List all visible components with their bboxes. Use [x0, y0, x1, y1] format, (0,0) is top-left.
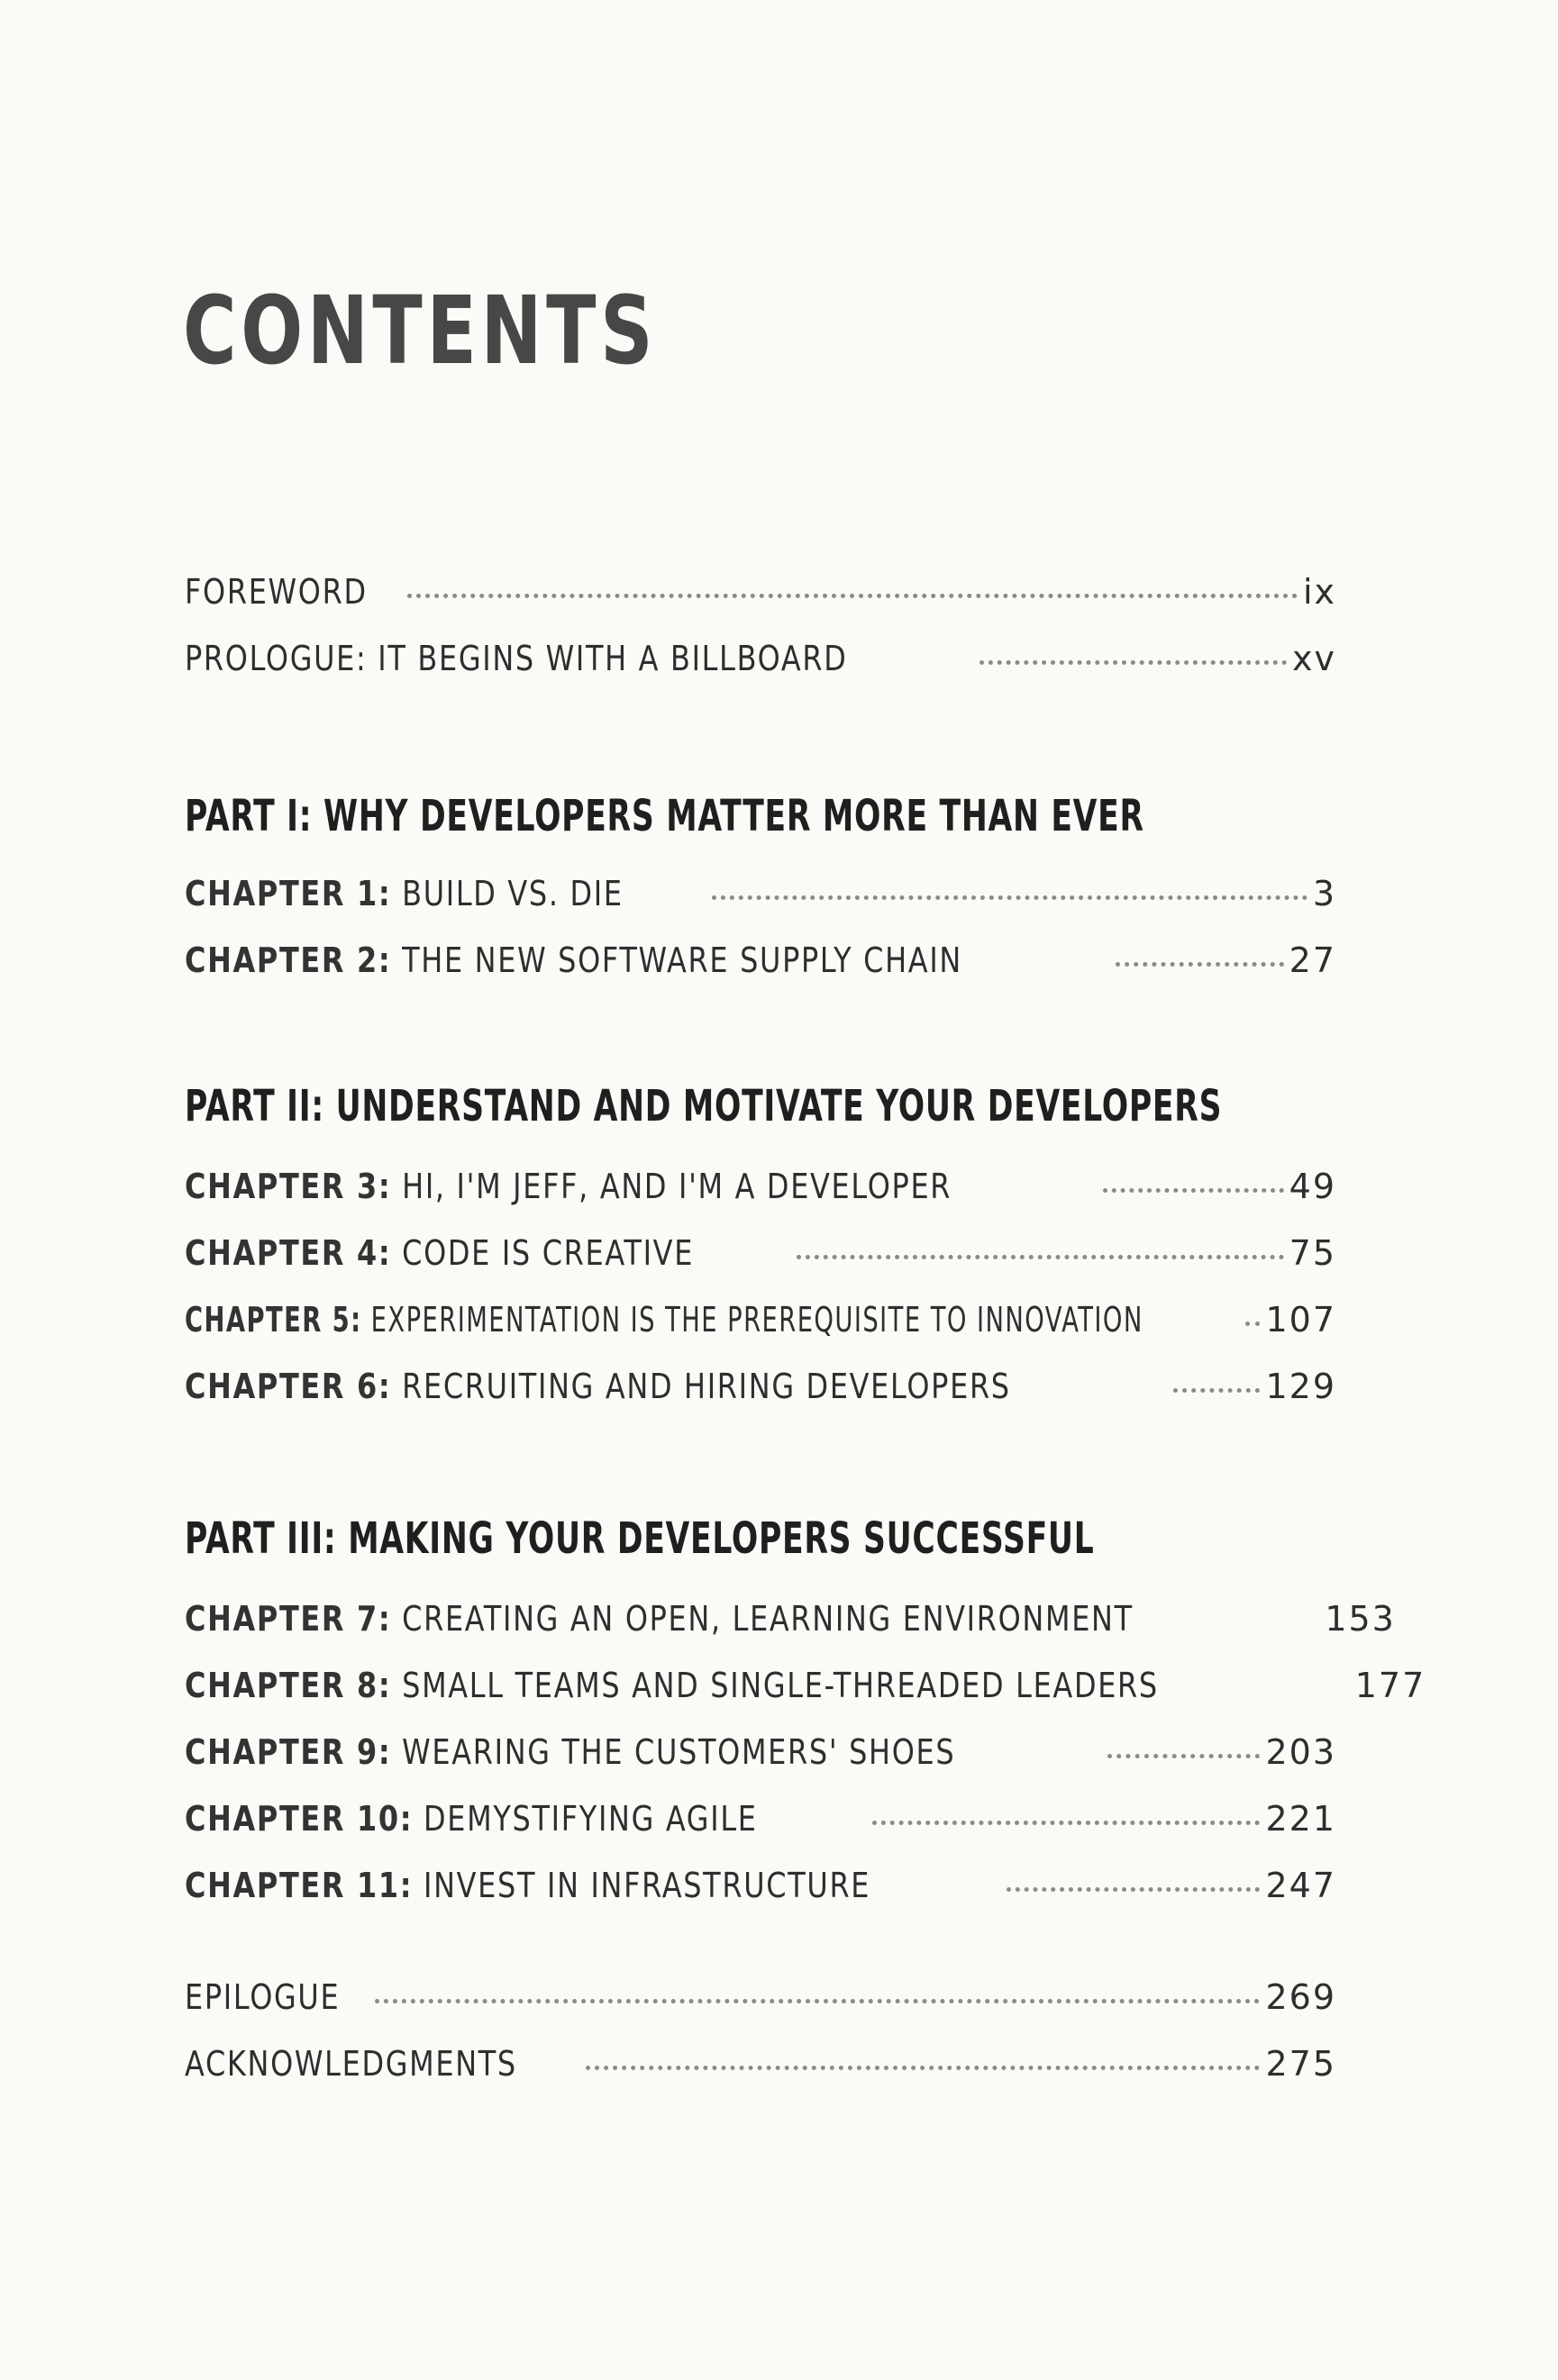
entry-page: 107 — [1265, 1300, 1336, 1340]
dot-leader — [712, 895, 1307, 900]
entry-label: PROLOGUE: IT BEGINS WITH A BILLBOARD — [185, 639, 848, 678]
chapter-number: CHAPTER 7: — [185, 1599, 392, 1639]
entry-label: HI, I'M JEFF, AND I'M A DEVELOPER — [402, 1167, 952, 1206]
entry-page: 27 — [1289, 940, 1336, 980]
entry-page: 153 — [1325, 1599, 1396, 1639]
entry-page: 75 — [1289, 1233, 1336, 1273]
entry-label: ACKNOWLEDGMENTS — [185, 2044, 517, 2084]
entry-label: BUILD VS. DIE — [402, 874, 624, 913]
chapter-number: CHAPTER 11: — [185, 1866, 414, 1905]
toc-entry[interactable] — [185, 1300, 1336, 1367]
toc-entry[interactable] — [185, 1167, 1336, 1233]
part-heading: PART I: WHY DEVELOPERS MATTER MORE THAN EVER — [185, 791, 1144, 841]
dot-leader — [872, 1820, 1261, 1825]
dot-leader — [407, 593, 1298, 598]
chapter-number: CHAPTER 9: — [185, 1732, 392, 1772]
dot-leader — [797, 1254, 1284, 1259]
toc-entry[interactable] — [185, 2044, 1336, 2111]
chapter-number: CHAPTER 5: — [185, 1300, 362, 1340]
page-title: CONTENTS — [183, 276, 658, 386]
entry-page: ix — [1302, 572, 1336, 612]
entry-label: DEMYSTIFYING AGILE — [424, 1799, 758, 1839]
entry-label: FOREWORD — [185, 572, 368, 612]
toc-entry[interactable] — [185, 1599, 1396, 1666]
entry-page: 129 — [1265, 1367, 1336, 1406]
entry-page: xv — [1292, 639, 1336, 678]
entry-label: WEARING THE CUSTOMERS' SHOES — [402, 1732, 956, 1772]
entry-page: 247 — [1265, 1866, 1336, 1905]
toc-entry[interactable] — [185, 639, 1336, 705]
entry-page: 275 — [1265, 2044, 1336, 2084]
dot-leader — [979, 659, 1287, 665]
dot-leader — [1245, 1321, 1260, 1326]
toc-entry[interactable] — [185, 874, 1336, 940]
part-heading: PART II: UNDERSTAND AND MOTIVATE YOUR DEVELOPERS — [185, 1081, 1223, 1131]
part-heading: PART III: MAKING YOUR DEVELOPERS SUCCESSFUL — [185, 1513, 1095, 1564]
entry-page: 49 — [1289, 1167, 1336, 1206]
toc-entry[interactable] — [185, 1866, 1336, 1932]
toc-entry[interactable] — [185, 1732, 1336, 1799]
entry-label: INVEST IN INFRASTRUCTURE — [424, 1866, 871, 1905]
chapter-number: CHAPTER 4: — [185, 1233, 392, 1273]
chapter-number: CHAPTER 8: — [185, 1666, 392, 1705]
entry-label: RECRUITING AND HIRING DEVELOPERS — [402, 1367, 1011, 1406]
chapter-number: CHAPTER 1: — [185, 874, 392, 913]
front-matter-list — [185, 572, 1336, 705]
toc-entry[interactable] — [185, 1977, 1336, 2044]
entry-label: CREATING AN OPEN, LEARNING ENVIRONMENT — [402, 1599, 1134, 1639]
dot-leader — [1007, 1886, 1260, 1892]
entry-page: 203 — [1265, 1732, 1336, 1772]
toc-entry[interactable] — [185, 940, 1336, 1007]
chapter-number: CHAPTER 2: — [185, 940, 392, 980]
chapter-number: CHAPTER 10: — [185, 1799, 414, 1839]
dot-leader — [1107, 1753, 1260, 1758]
entry-label: CODE IS CREATIVE — [402, 1233, 695, 1273]
entry-page: 177 — [1354, 1666, 1426, 1705]
chapter-number: CHAPTER 6: — [185, 1367, 392, 1406]
entry-label: THE NEW SOFTWARE SUPPLY CHAIN — [402, 940, 962, 980]
dot-leader — [586, 2065, 1260, 2070]
toc-entry[interactable] — [185, 1799, 1336, 1866]
toc-entry[interactable] — [185, 1233, 1336, 1300]
dot-leader — [1173, 1387, 1260, 1393]
chapter-list — [185, 874, 1336, 1007]
entry-page: 269 — [1265, 1977, 1336, 2017]
entry-label: SMALL TEAMS AND SINGLE-THREADED LEADERS — [402, 1666, 1159, 1705]
toc-entry[interactable] — [185, 1367, 1336, 1433]
entry-label: EPILOGUE — [185, 1977, 341, 2017]
toc-entry[interactable] — [185, 572, 1336, 639]
chapter-number: CHAPTER 3: — [185, 1167, 392, 1206]
entry-label: EXPERIMENTATION IS THE PREREQUISITE TO INNOVATION — [370, 1300, 1143, 1340]
chapter-list — [185, 1167, 1336, 1433]
dot-leader — [1103, 1187, 1283, 1193]
chapter-list — [185, 1599, 1426, 1932]
toc-entry[interactable] — [185, 1666, 1426, 1732]
entry-page: 221 — [1265, 1799, 1336, 1839]
back-matter-list — [185, 1977, 1336, 2111]
entry-page: 3 — [1312, 874, 1336, 913]
dot-leader — [375, 1998, 1260, 2003]
dot-leader — [1116, 961, 1283, 967]
